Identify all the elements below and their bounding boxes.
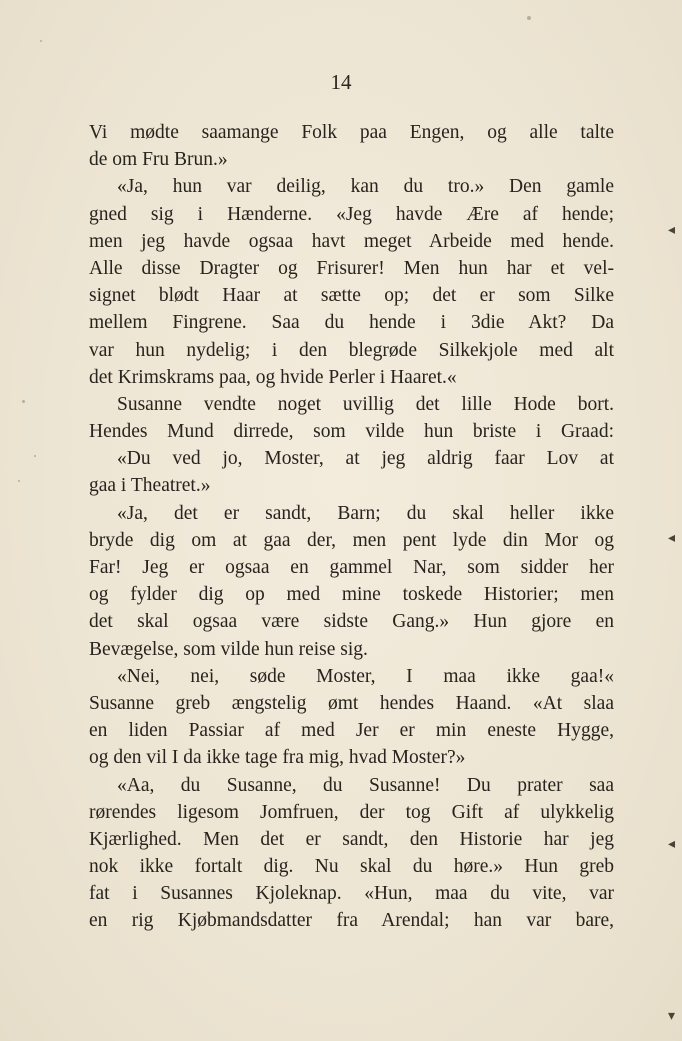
margin-mark-icon: ◂	[668, 836, 676, 852]
text-line: en rig Kjøbmandsdatter fra Arendal; han var bare,	[89, 910, 614, 932]
paper-speck	[527, 16, 531, 20]
text-line: Vi mødte saamange Folk paa Engen, og alle talte	[89, 122, 614, 143]
paper-speck	[22, 400, 25, 403]
text-line: fat i Susannes Kjoleknap. «Hun, maa du vite, var	[89, 883, 614, 905]
text-line: signet blødt Haar at sætte op; det er som Silke	[89, 285, 614, 307]
text-line: Kjærlighed. Men det er sandt, den Historie har jeg	[89, 828, 614, 850]
text-line: og fylder dig op med mine toskede Historier; men	[89, 584, 614, 606]
text-line: de om Fru Brun.»	[89, 149, 228, 171]
text-line: Hendes Mund dirrede, som vilde hun briste i Graad:	[89, 421, 614, 443]
text-line: Susanne greb ængstelig ømt hendes Haand. «At slaa	[89, 692, 614, 714]
text-line: «Aa, du Susanne, du Susanne! Du prater saa	[117, 774, 614, 796]
body-text	[89, 119, 614, 935]
text-line: Susanne vendte noget uvillig det lille Hode bort.	[117, 393, 614, 415]
text-line: var hun nydelig; i den blegrøde Silkekjole med alt	[89, 339, 614, 361]
text-line: «Du ved jo, Moster, at jeg aldrig faar Lov at	[117, 448, 614, 470]
text-line: Alle disse Dragter og Frisurer! Men hun har et vel-	[89, 257, 614, 279]
text-line: det skal ogsaa være sidste Gang.» Hun gjore en	[89, 611, 614, 633]
text-line: mellem Fingrene. Saa du hende i 3die Akt? Da	[89, 312, 614, 334]
text-line: bryde dig om at gaa der, men pent lyde din Mor og	[89, 529, 614, 551]
text-line: rørendes ligesom Jomfruen, der tog Gift af ulykkelig	[89, 801, 614, 823]
margin-mark-icon: ◂	[668, 530, 676, 546]
text-line: «Nei, nei, søde Moster, I maa ikke gaa!«	[117, 665, 614, 687]
paper-speck	[40, 40, 42, 42]
text-line: Far! Jeg er ogsaa en gammel Nar, som sidder her	[89, 557, 614, 578]
text-line: gned sig i Hænderne. «Jeg havde Ære af hende;	[89, 203, 614, 225]
text-line: «Ja, hun var deilig, kan du tro.» Den gamle	[117, 176, 614, 198]
page-number: 14	[330, 70, 352, 94]
text-line: Bevægelse, som vilde hun reise sig.	[89, 638, 368, 660]
text-line: en liden Passiar af med Jer er min eneste Hygge,	[89, 720, 614, 742]
paper-speck	[34, 455, 36, 457]
text-line: «Ja, det er sandt, Barn; du skal heller ikke	[117, 502, 614, 524]
text-line: og den vil I da ikke tage fra mig, hvad Moster?»	[89, 747, 466, 769]
text-line: det Krimskrams paa, og hvide Perler i Haaret.«	[89, 366, 457, 388]
margin-mark-icon: ▾	[668, 1008, 676, 1024]
paper-speck	[18, 480, 20, 482]
text-line: gaa i Theatret.»	[89, 475, 211, 497]
text-line: nok ikke fortalt dig. Nu skal du høre.» Hun greb	[89, 856, 614, 878]
margin-mark-icon: ◂	[668, 222, 676, 238]
text-line: men jeg havde ogsaa havt meget Arbeide med hende.	[89, 230, 614, 252]
